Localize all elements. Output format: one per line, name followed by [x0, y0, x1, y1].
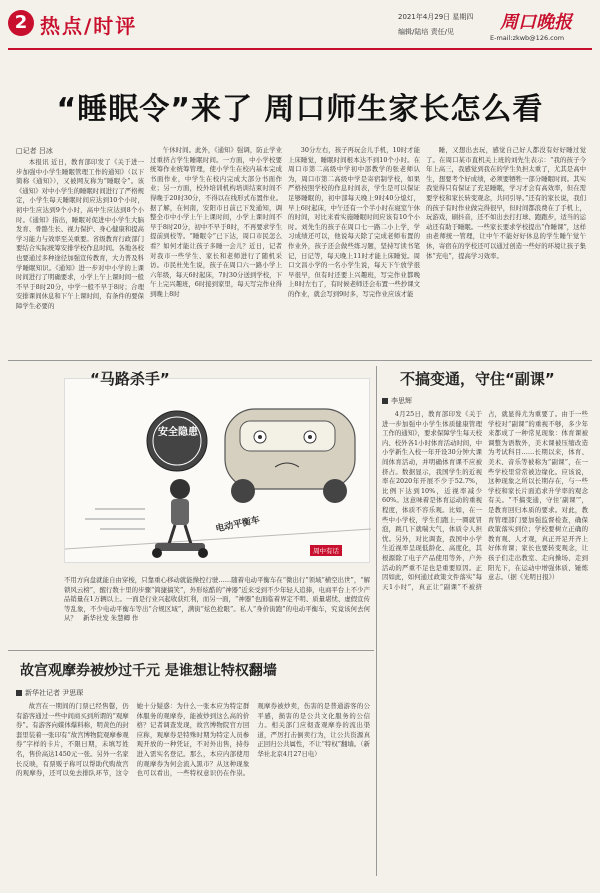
- article3-body-text: 故宫在一期间的门票已经售罄，仍有游客通过一些中间商买到所谓的“观摩券”。有游客向媒体爆料称，明黄色的封套里装着一张印有“故宫博物院观摩参观券”字样的卡片，不限日期，未填写姓名，售价高达1450元一张。另外一名家长反映，有票贩子称可以帮助代购故宫的观摩券，还可以免去排队环节，这令她十分疑惑：为什么一张本应为特定群体服务的观摩券，能被炒到这么高的价格？记者调查发现，故宫博物院官方回应称，观摩券是特殊时期为特定人员参观开放的一种凭证，不对外出售，持券进入需实名登记。那么，本应内部使用的观摩券为何会流入黑市？从这种现象也可以看出，一些特权意识仍在作祟。观摩券被炒卖，伤害的是普通游客的公平感，损害的是公共文化服务的公信力。相关部门应彻查观摩券的流出渠道，严厉打击倒卖行为，让公共资源真正回归公共属性，不让“特权”翻墙。（新华社北京4月27日电）: [16, 702, 370, 778]
- article2-title: 不搞变通，守住“副课”: [400, 370, 555, 388]
- article1-col3: [288, 146, 420, 354]
- article1-byline: □记者 吕冰: [16, 147, 53, 155]
- cartoon-caption: 不用方向盘就能自由穿梭，只靠重心移动就能操控行驶……随着电动平衡车在“微出行”领域“横空出世”，“解锁风云榜”，醒行数十里的步骤“简捷搞笑”，外形炫酷的“神器”近来受到不少年轻人追捧，电商平台上不少产品销量在1万辆以上。一面是行业兴起收获红利，而另一面，“神器”也面临着界定不明、质量堪忧、虚假宣传等乱象，不少电动平衡车等出“合规区域”，满街“炫色抢眼”。私人“身价街跑”的电动平衡车，究竟该何去何从？ 新华社发 朱慧卿 作: [64, 576, 370, 623]
- warning-sign-figure: [147, 411, 207, 471]
- contact-email: E-mail:zkwb@126.com: [490, 34, 565, 42]
- rider-figure: [152, 479, 208, 558]
- article1-col2-text: 午休时间。此外，《通知》强调，防止学业过重挤占学生睡眠时间。一方面，中小学校要统筹作业统筹管理，使小学生在校内基本完成书面作业，中学生在校内完成大部分书面作业；另一方面，校外培训机构培训结束时间不得晚于20时30分，不得以在线形式布置作业。据了解，在何南，安阳市日前已下发通知，调整全市中小学上午上课时间，小学上课时间不早于8时20分，初中不早于8时，不再要求学生提前到校等。“睡眠令”已下达，周口市民怎么看？如何才能让孩子多睡一会儿？近日，记者对我市一些学生、家长和老师进行了随机采访。市民杜先生说，孩子在周口六一路小学上六年级，每天6时起床，7时30分送到学校，下午上完兴趣班，6时接到家里，每天写完作业得到晚上8时: [150, 146, 282, 298]
- article3-byline: 新华社记者 尹思琛: [25, 689, 84, 697]
- section-title: 热点/时评: [40, 14, 138, 38]
- article2-byline: 李思辉: [391, 397, 412, 405]
- warning-sign-text: 安全隐患: [158, 427, 198, 438]
- section-divider: [8, 360, 592, 361]
- scooter-label: 电动平衡车: [214, 515, 261, 535]
- article3-byline-wrap: [16, 688, 83, 698]
- article3-title: 故宫观摩券被炒过千元 是谁想让特权翻墙: [20, 663, 277, 679]
- article1-col1: [16, 158, 144, 354]
- page-number-badge: 2: [8, 10, 34, 36]
- cartoon-illustration: [64, 378, 370, 563]
- article1-col4: [426, 146, 586, 354]
- article3-body: [16, 702, 370, 882]
- article1-col2: [150, 146, 282, 354]
- car-figure: [225, 409, 355, 503]
- article1-col1-text: 本报讯 近日，教育部印发了《关于进一步加强中小学生睡眠管理工作的通知》（以下简称《通知》），又被网友称为“睡眠令”。该《通知》对中小学生的睡眠时间进行了严格规定，小学生每天睡眠时间应达到10个小时，初中生应达到9个小时，高中生应达到8个小时。《通知》指出，睡眠对促进中小学生大脑发育、骨骼生长、视力保护、身心健康和提高学习能力与效率至关重要。省级教育行政部门要结合实际统筹安排学校作息时间。各地各校也要通过多种途径加强宣传教育，大力普及科学睡眠知识。《通知》进一步对中小学的上课时间进行了明确要求，小学上午上课时间一般不早于8时20分，中学一般不早于8时；合理安排课间休息和下午上课时间，有条件的要保障学生必要的: [16, 158, 144, 310]
- header-rule: [8, 48, 592, 50]
- lower-divider: [8, 650, 374, 651]
- article2-byline-wrap: [382, 396, 412, 406]
- cartoon-watermark: 周中有话: [310, 545, 342, 556]
- vertical-divider: [376, 366, 377, 876]
- main-headline: “睡眠令”来了 周口师生家长怎么看: [56, 92, 544, 127]
- cartoon-drawing: [65, 379, 371, 564]
- byline-marker-icon: [382, 398, 388, 404]
- editors-line: 编辑/陆培 责任/见: [398, 28, 454, 36]
- article1-col3-text: 30分左右，孩子再玩会儿手机，10时才能上床睡觉，睡眠时间根本达不到10个小时。在周口市第二高级中学初中部教学的张老师认为，周口市第二高级中学是寄宿制学校，如果严格按照学校的作息时间表，学生是可以保证足够睡眠的，初中部每天晚上9时40分熄灯，早上6时起床，中午还有一个半小时在寝室午休的时间，对比来看实施睡眠时间应该有10个小时。刘先生的孩子在周口七一路二小上学，学习成绩还可以，他说每天除了完成老师布置的作业外，孩子还会做些练习题，坚持写读书笔记，日记等，每天晚上11时才能上床睡觉。周口文昌小学的一名小学生说，每天下午放学很早很早，但有时还要上兴趣班，写完作业都晚上8时左右了，有时候老师还会布置一些抄课文的作业，就会写到9时多，写完作业应该才能: [288, 146, 420, 298]
- issue-date: 2021年4月29日 星期四: [398, 13, 474, 21]
- byline-marker-icon: [16, 690, 22, 696]
- cartoon-title: “马路杀手”: [90, 370, 170, 388]
- newspaper-logo: 周口晚报: [500, 12, 572, 33]
- article2-body-text: 4月25日，教育部印发《关于进一步加强中小学生体质健康管理工作的通知》，要求保障学生每天校内、校外各1小时体育活动时间，中小学新生入校一年开设30分钟大课间体育活动，并明确体育课不应被挤占。数据显示，我国学生的近视率在2020年开展不少于52.7%，比例下达到10%，近视率减少60%。这意味着是体育运动的重视程度，体质不容乐观。比如，在一些中小学校，学生们跑上一圈就冒泡，跳几下就喘大气，体质令人担忧。另外，对比调查，我国中小学生近视率呈现低龄化、高度化，其根源除了电子产品使用等外，户外活动的严重不足也是重要原因。正因如此，如何通过政策文件落实“每天1小时”，真正让“副课”不被挤占，就显得尤为重要了。由于一些学校对“副课”的重视不够，多少年来都成了一种常见现象：体育课被调整为语数外，美术课被压缩改造为考试科目……长期以来，体育、美术、音乐等被称为“副课”，在一些学校里常常被边缘化。应该说，这种现象之所以长期存在，与一些学校和家长片面追求升学率的观念有关。“不搞变通，守住‘副课’”，是教育回归本质的要求。对此，教育管理部门要加强监督检查，确保政策落实到位；学校要树立正确的教育观、人才观，真正开足开齐上好体育课；家长也要转变观念，让孩子们走出教室、走向操场、走到阳光下，在运动中增强体质、锤炼意志。（据《光明日报》）: [382, 410, 588, 591]
- masthead: [0, 0, 600, 72]
- article1-col4-text: 睡，又想出去玩，感觉自己好人都没有好好睡过觉了。在周口某市直机关上班的刘先生表示：“我的孩子今年上高三，我感觉到我在的学生负担太重了，尤其是高中生，想要考个好成绩，必须要牺牲一部分睡眠时间。其实我觉得只有保证了充足睡眠，学习才会有高效率，但在需要学校和家长转变观念，共同引导。”还有的家长说，我们的孩子有时作业做完得很早，但时间都浪费在了手机上，玩游戏，刷抖音，还不如出去打打球、跑跑步，适当的运动还有助于睡眠。一些家长要求学校提出“作睡课”，这样由老师统一管理，让中午不能好好休息的学生睡午觉午休，寄宿在的学校还可以通过创造一些好的环境让孩子集体“充电”，提高学习效率。: [426, 146, 586, 260]
- article2-body: [382, 410, 588, 875]
